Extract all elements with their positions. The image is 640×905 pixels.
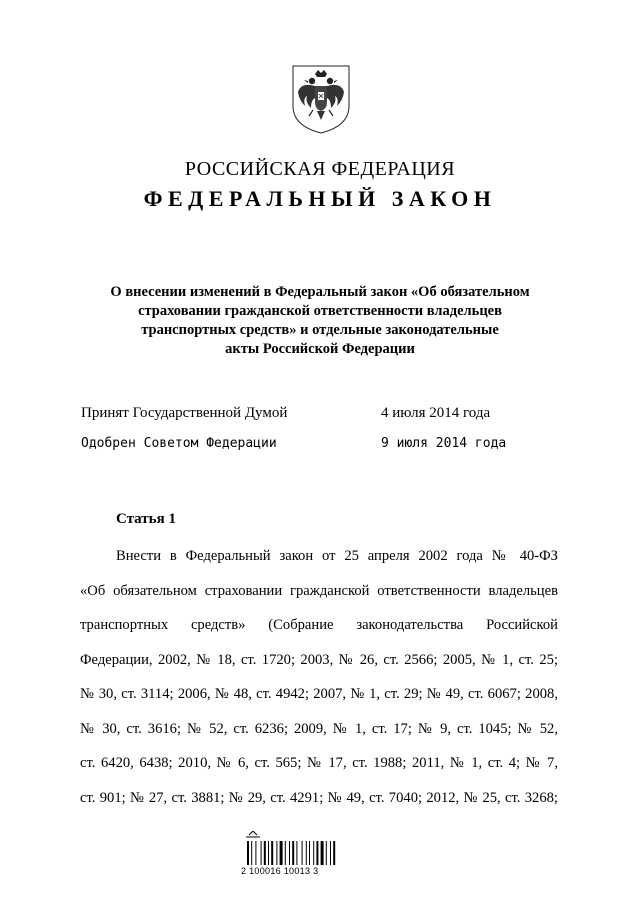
barcode-bar [292, 841, 294, 865]
barcode-bar [306, 841, 307, 865]
barcode-bar [251, 841, 252, 865]
article-line: ст. 6420, 6438; 2010, № 6, ст. 565; № 17, ст. 1988; 2011, № 1, ст. 4; № 7, [80, 755, 558, 771]
barcode-bar [264, 841, 266, 865]
barcode-bar [321, 841, 324, 865]
article-line: Внести в Федеральный закон от 25 апреля 2002 года № 40-ФЗ [116, 548, 558, 564]
country-heading: РОССИЙСКАЯ ФЕДЕРАЦИЯ [184, 158, 456, 180]
duma-adoption-label: Принят Государственной Думой [81, 405, 288, 421]
barcode-bar [271, 841, 273, 865]
article-line: транспортных средств» (Собрание законодательства Российской [80, 617, 558, 633]
article-line: № 30, ст. 3616; № 52, ст. 6236; 2009, № 1, ст. 17; № 9, ст. 1045; № 52, [80, 720, 558, 737]
barcode-bar [316, 841, 318, 865]
barcode-bar [289, 841, 290, 865]
barcode-bar [285, 841, 286, 865]
barcode-bar [261, 841, 262, 865]
law-title-line: О внесении изменений в Федеральный закон «Об обязательном [110, 284, 530, 300]
barcode-bar [268, 841, 269, 865]
duma-adoption-date: 4 июля 2014 года [381, 405, 491, 421]
barcode-bar [330, 841, 331, 865]
document-type-heading: ФЕДЕРАЛЬНЫЙ ЗАКОН [143, 186, 497, 211]
law-title [80, 283, 560, 359]
barcode-digits: 2 100016 10013 3 [241, 866, 319, 876]
barcode-bar [280, 841, 283, 865]
barcode-bar [296, 841, 297, 865]
barcode-bar [276, 841, 277, 865]
barcode-bar [309, 841, 310, 865]
article-line: ст. 901; № 27, ст. 3881; № 29, ст. 4291; № 49, ст. 7040; 2012, № 25, ст. 3268; [80, 789, 558, 806]
barcode-bar [333, 841, 335, 865]
barcode-bar [326, 841, 327, 865]
coat-of-arms-icon [289, 62, 353, 136]
law-title-line: акты Российской Федерации [225, 341, 415, 357]
law-title-line: транспортных средств» и отдельные законодательные [141, 322, 499, 338]
law-title-line: страховании гражданской ответственности владельцев [138, 303, 502, 319]
article-body [80, 539, 558, 815]
barcode-bar [247, 841, 249, 865]
council-approval-label: Одобрен Советом Федерации [81, 436, 277, 451]
barcode-bar [255, 841, 256, 865]
article-line: Федерации, 2002, № 18, ст. 1720; 2003, № 26, ст. 2566; 2005, № 1, ст. 25; [80, 651, 558, 668]
article-line: № 30, ст. 3114; 2006, № 48, ст. 4942; 2007, № 1, ст. 29; № 49, ст. 6067; 2008, [80, 686, 558, 702]
council-approval-date: 9 июля 2014 года [381, 436, 507, 451]
barcode-bar [302, 841, 303, 865]
article-line: «Об обязательном страховании гражданской ответственности владельцев [80, 582, 558, 599]
barcode-bar [313, 841, 314, 865]
article-heading: Статья 1 [116, 511, 176, 527]
